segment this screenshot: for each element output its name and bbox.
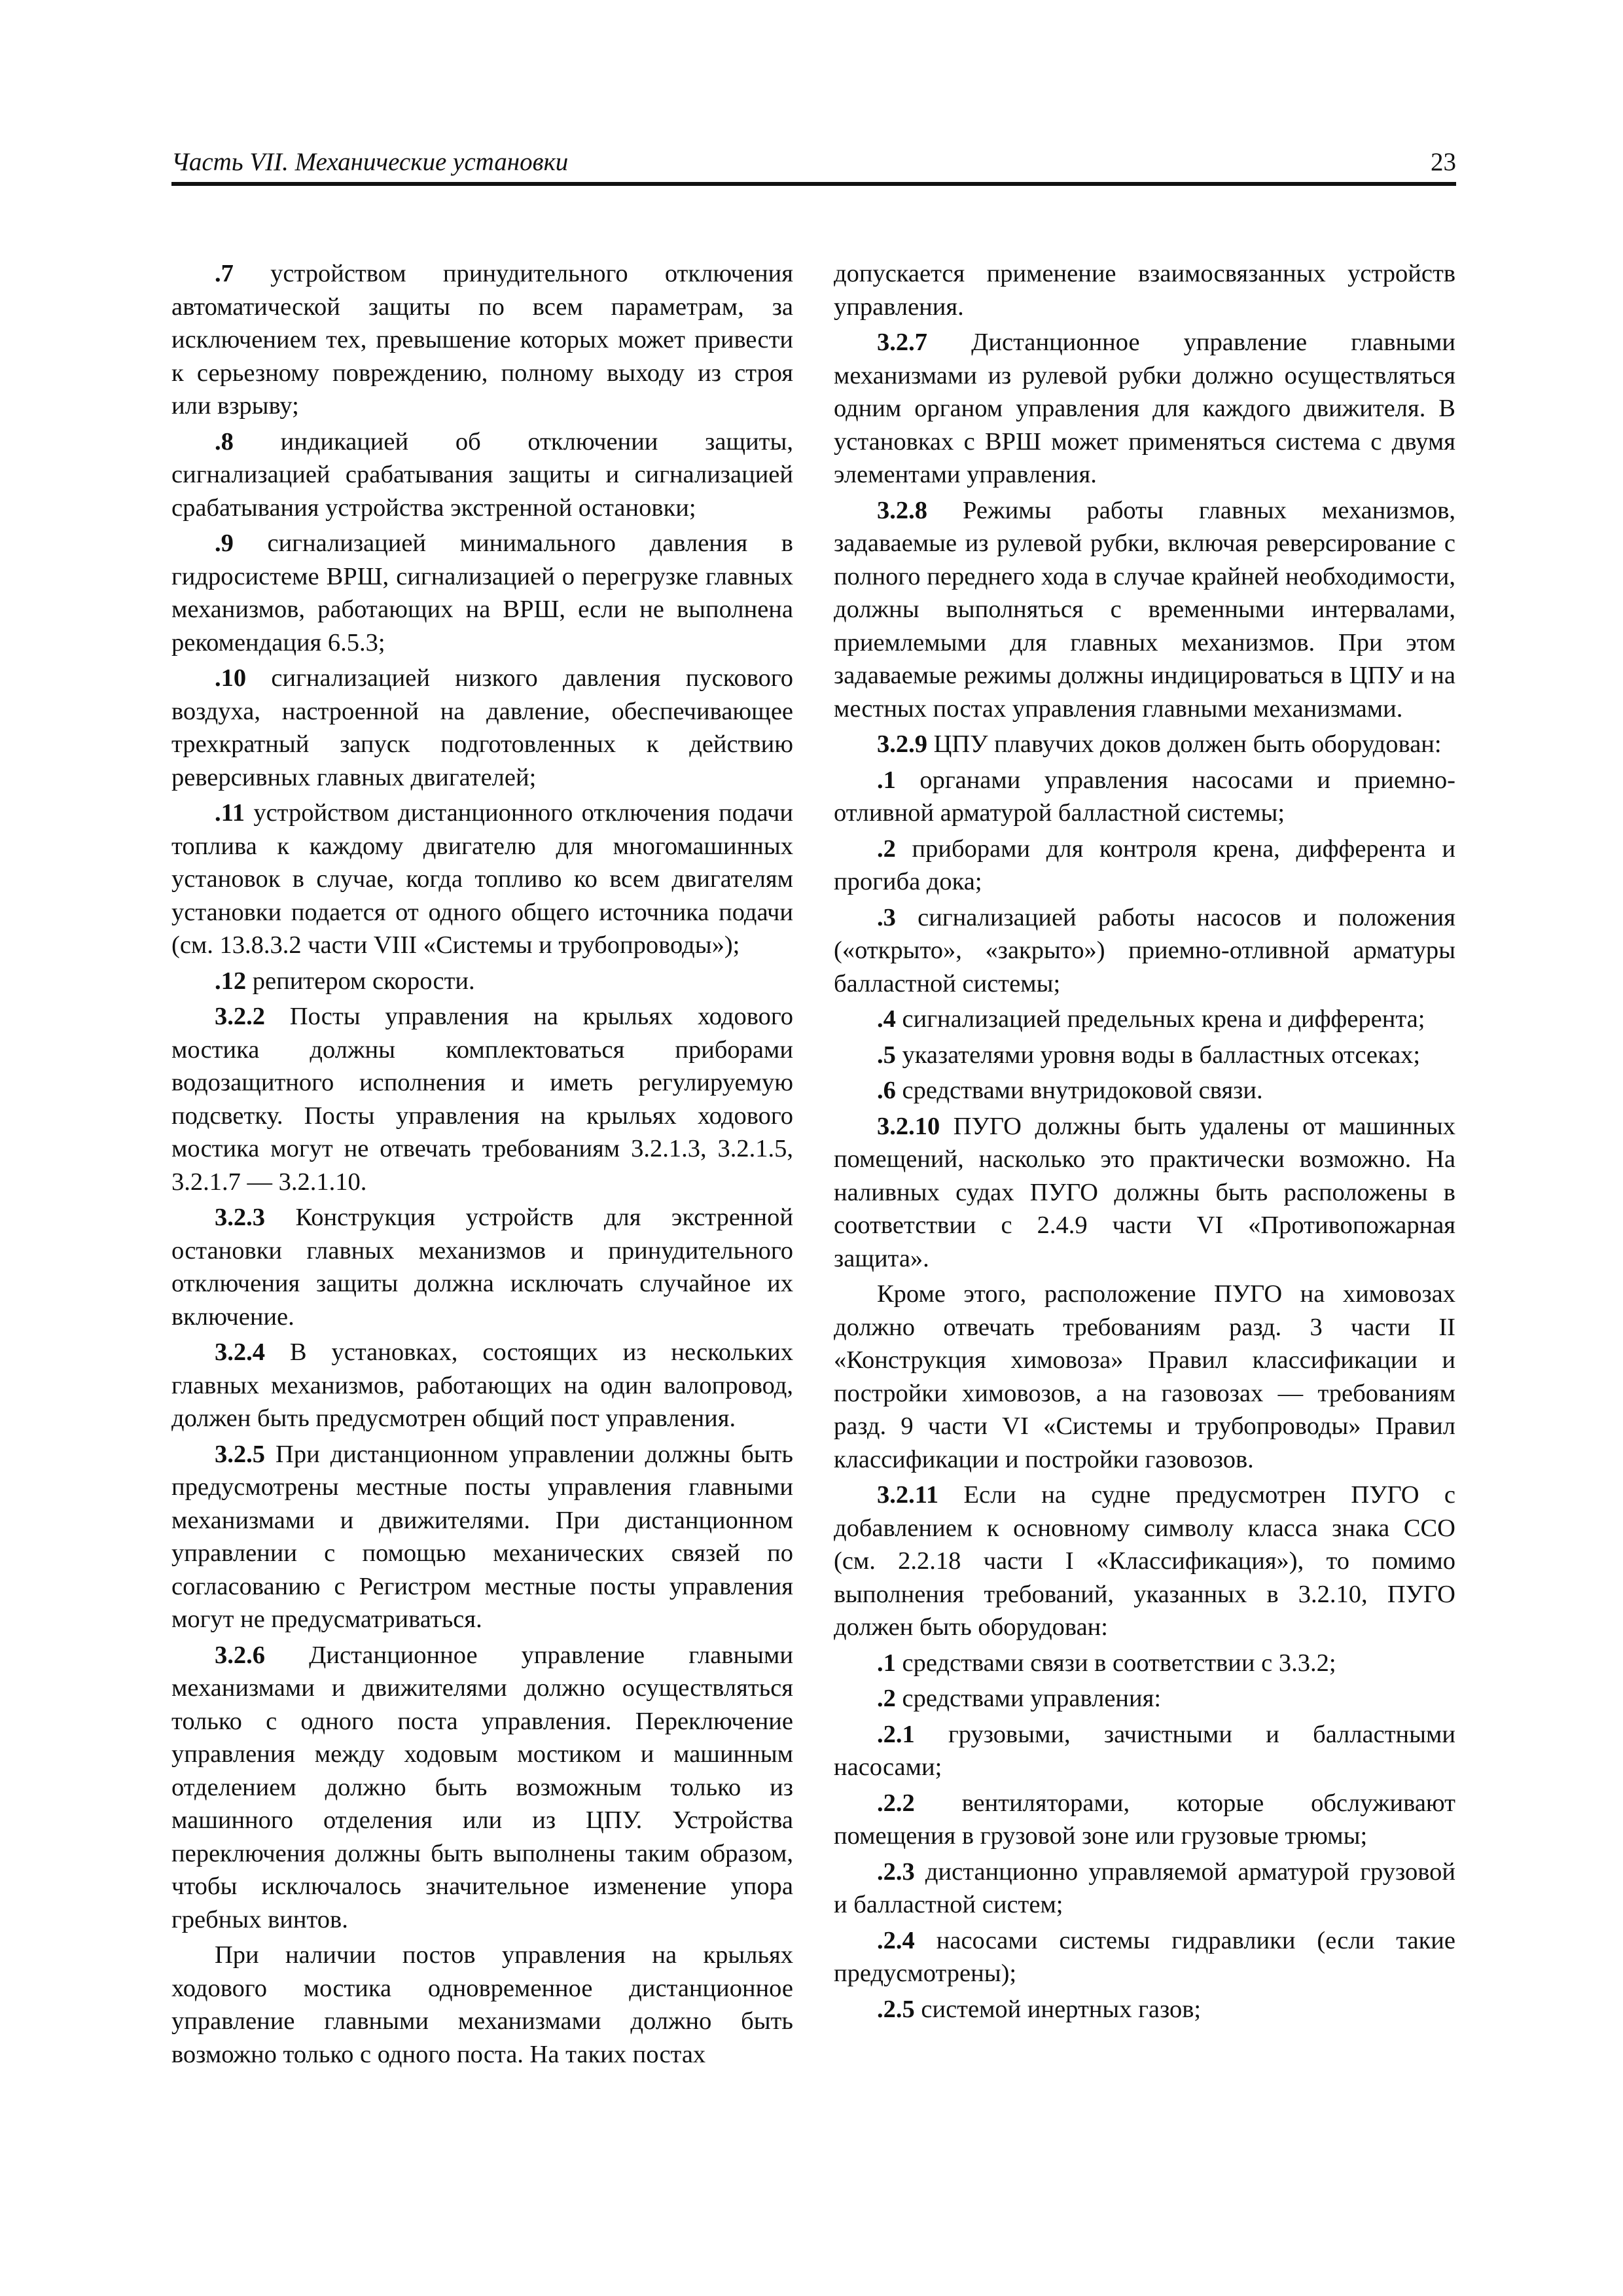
clause-number: .3 bbox=[877, 903, 896, 931]
page-number: 23 bbox=[1431, 148, 1456, 176]
paragraph-text: устройством принудительного отключения автоматической защиты по всем параметрам, за исключением тех, превышение которых может привести к серьезному повреждению, полному выходу из строя или взрыву; bbox=[171, 260, 793, 420]
paragraph bbox=[834, 1856, 1455, 1922]
paragraph-text: индикацией об отключении защиты, сигнализацией срабатывания защиты и сигнализацией срабатывания устройства экстренной остановки; bbox=[171, 427, 793, 522]
paragraph bbox=[834, 1647, 1455, 1680]
clause-number: 3.2.9 bbox=[877, 730, 927, 758]
paragraph-text: Дистанционное управление главными механизмами и движителями должно осуществляться только с одного поста управления. Переключение управления между ходовым мостиком и машинным отделением должно быть возможным только из машинного отделения или из ЦПУ. Устройства переключения должны быть выполнены таким образом, чтобы исключалось значительное изменение упора гребных винтов. bbox=[171, 1641, 793, 1933]
paragraph bbox=[834, 1993, 1455, 2026]
clause-number: .1 bbox=[877, 1649, 896, 1677]
paragraph-text: Конструкция устройств для экстренной остановки главных механизмов и принудительного отключения защиты должна исключать случайное их включение. bbox=[171, 1204, 793, 1331]
clause-number: .2 bbox=[877, 834, 896, 863]
clause-number: .5 bbox=[877, 1041, 896, 1069]
paragraph-text: сигнализацией предельных крена и дифферента; bbox=[895, 1005, 1425, 1033]
paragraph-text: средствами внутридоковой связи. bbox=[895, 1077, 1263, 1104]
paragraph bbox=[834, 1039, 1455, 1072]
paragraph-text: В установках, состоящих из нескольких главных механизмов, работающих на один валопровод, должен быть предусмотрен общий пост управления. bbox=[171, 1338, 793, 1432]
right-text-column bbox=[834, 257, 1455, 2028]
paragraph bbox=[834, 1074, 1455, 1107]
paragraph-text: вентиляторами, которые обслуживают помещения в грузовой зоне или грузовые трюмы; bbox=[834, 1789, 1455, 1850]
paragraph bbox=[171, 965, 793, 998]
clause-number: 3.2.11 bbox=[877, 1481, 939, 1509]
clause-number: .10 bbox=[215, 664, 247, 692]
paragraph-text: допускается применение взаимосвязанных устройств управления. bbox=[834, 260, 1455, 321]
paragraph-text: При дистанционном управлении должны быть предусмотрены местные посты управления главными механизмами и движителями. При дистанционном управлении с помощью механических связей по согласованию с Регистром местные посты управления могут не предусматриваться. bbox=[171, 1440, 793, 1633]
paragraph bbox=[834, 1278, 1455, 1476]
paragraph-text: репитером скорости. bbox=[246, 967, 475, 995]
paragraph-text: грузовыми, зачистными и балластными насосами; bbox=[834, 1720, 1455, 1781]
paragraph-text: дистанционно управляемой арматурой грузовой и балластной систем; bbox=[834, 1857, 1455, 1918]
clause-number: 3.2.10 bbox=[877, 1112, 940, 1140]
paragraph-text: приборами для контроля крена, дифферента и прогиба дока; bbox=[834, 834, 1455, 895]
clause-number: .2.5 bbox=[877, 1995, 915, 2023]
clause-number: .2 bbox=[877, 1685, 896, 1712]
paragraph-text: указателями уровня воды в балластных отсеках; bbox=[895, 1041, 1421, 1069]
left-text-column bbox=[171, 257, 793, 2073]
paragraph bbox=[171, 257, 793, 423]
paragraph bbox=[834, 1787, 1455, 1853]
paragraph-text: Дистанционное управление главными механизмами из рулевой рубки должно осуществляться одним органом управления для каждого движителя. В установках с ВРШ может применяться система с двумя элементами управления. bbox=[834, 329, 1455, 488]
paragraph-text: Кроме этого, расположение ПУГО на химовозах должно отвечать требованиям разд. 3 части II «Конструкция химовоза» Правил классификации и постройки химовозов, а на газовозах — требованиям разд. 9 части VI «Системы и трубопроводы» Правил классификации и постройки газовозов. bbox=[834, 1280, 1455, 1473]
clause-number: .6 bbox=[877, 1077, 896, 1104]
running-title: Часть VII. Механические установки bbox=[171, 148, 569, 176]
paragraph bbox=[171, 1438, 793, 1636]
clause-number: .12 bbox=[215, 967, 247, 995]
paragraph bbox=[834, 764, 1455, 830]
paragraph-text: сигнализацией работы насосов и положения («открыто», «закрыто») приемно-отливной арматуры балластной системы; bbox=[834, 903, 1455, 997]
paragraph-text: При наличии постов управления на крыльях ходового мостика одновременное дистанционное управление главными механизмами должно быть возможно только с одного поста. На таких постах bbox=[171, 1941, 793, 2068]
clause-number: 3.2.7 bbox=[877, 329, 927, 356]
clause-number: 3.2.2 bbox=[215, 1003, 265, 1030]
clause-number: .2.1 bbox=[877, 1720, 915, 1748]
paragraph-text: насосами системы гидравлики (если такие предусмотрены); bbox=[834, 1926, 1455, 1987]
clause-number: 3.2.5 bbox=[215, 1440, 265, 1468]
paragraph bbox=[171, 425, 793, 525]
paragraph bbox=[834, 833, 1455, 899]
paragraph bbox=[834, 1110, 1455, 1276]
paragraph-text: системой инертных газов; bbox=[914, 1995, 1202, 2023]
paragraph-text: органами управления насосами и приемно-отливной арматурой балластной системы; bbox=[834, 766, 1455, 827]
clause-number: .9 bbox=[215, 529, 234, 557]
clause-number: .2.3 bbox=[877, 1857, 915, 1886]
paragraph bbox=[834, 728, 1455, 761]
paragraph-text: ПУГО должны быть удалены от машинных помещений, насколько это практически возможно. На наливных судах ПУГО должны быть расположены в соответствии с 2.4.9 части VI «Противопожарная защита». bbox=[834, 1112, 1455, 1272]
paragraph-text: Посты управления на крыльях ходового мостика должны комплектоваться приборами водозащитного исполнения и иметь регулируемую подсветку. Посты управления на крыльях ходового мостика могут не отвечать требованиям 3.2.1.3, 3.2.1.5, 3.2.1.7 — 3.2.1.10. bbox=[171, 1003, 793, 1196]
paragraph bbox=[171, 1336, 793, 1435]
paragraph-text: ЦПУ плавучих доков должен быть оборудован: bbox=[927, 730, 1442, 758]
paragraph bbox=[834, 1003, 1455, 1036]
paragraph-text: средствами связи в соответствии с 3.3.2; bbox=[895, 1649, 1336, 1677]
clause-number: .1 bbox=[877, 766, 896, 794]
clause-number: 3.2.6 bbox=[215, 1641, 265, 1669]
clause-number: 3.2.3 bbox=[215, 1204, 265, 1231]
clause-number: .2.2 bbox=[877, 1789, 915, 1817]
clause-number: 3.2.8 bbox=[877, 496, 927, 524]
clause-number: .2.4 bbox=[877, 1926, 915, 1954]
paragraph-text: средствами управления: bbox=[895, 1685, 1162, 1712]
paragraph bbox=[834, 326, 1455, 492]
paragraph bbox=[171, 1000, 793, 1198]
paragraph bbox=[834, 1718, 1455, 1784]
clause-number: .4 bbox=[877, 1005, 896, 1033]
clause-number: .7 bbox=[215, 260, 234, 287]
paragraph bbox=[834, 901, 1455, 1001]
paragraph bbox=[834, 1479, 1455, 1644]
paragraph-text: Режимы работы главных механизмов, задаваемые из рулевой рубки, включая реверсирование с полного переднего хода в случае крайней необходимости, должны выполняться с временными интервалами, приемлемыми для главных механизмов. При этом задаваемые режимы должны индицироваться в ЦПУ и на местных постах управления главными механизмами. bbox=[834, 496, 1455, 723]
paragraph bbox=[171, 1939, 793, 2071]
clause-number: .11 bbox=[215, 799, 245, 827]
paragraph bbox=[834, 257, 1455, 323]
paragraph bbox=[834, 1924, 1455, 1990]
paragraph bbox=[834, 494, 1455, 726]
clause-number: .8 bbox=[215, 427, 234, 456]
paragraph-text: сигнализацией низкого давления пускового воздуха, настроенной на давление, обеспечивающее трехкратный запуск подготовленных к действию реверсивных главных двигателей; bbox=[171, 664, 793, 791]
page-header bbox=[171, 143, 1456, 186]
paragraph-text: устройством дистанционного отключения подачи топлива к каждому двигателю для многомашинных установок в случае, когда топливо ко всем двигателям установки подается от одного общего источника подачи (см. 13.8.3.2 части VIII «Системы и трубопроводы»); bbox=[171, 799, 793, 959]
clause-number: 3.2.4 bbox=[215, 1338, 265, 1366]
paragraph bbox=[171, 1201, 793, 1333]
paragraph bbox=[171, 1639, 793, 1937]
paragraph bbox=[834, 1682, 1455, 1715]
paragraph bbox=[171, 662, 793, 794]
paragraph-text: Если на судне предусмотрен ПУГО с добавлением к основному символу класса знака CCO (см. 2.2.18 части I «Классификация»), то помимо выполнения требований, указанных в 3.2.10, ПУГО должен быть оборудован: bbox=[834, 1481, 1455, 1641]
paragraph-text: сигнализацией минимального давления в гидросистеме ВРШ, сигнализацией о перегрузке главных механизмов, работающих на ВРШ, если не выполнена рекомендация 6.5.3; bbox=[171, 529, 793, 656]
paragraph bbox=[171, 797, 793, 962]
paragraph bbox=[171, 527, 793, 659]
